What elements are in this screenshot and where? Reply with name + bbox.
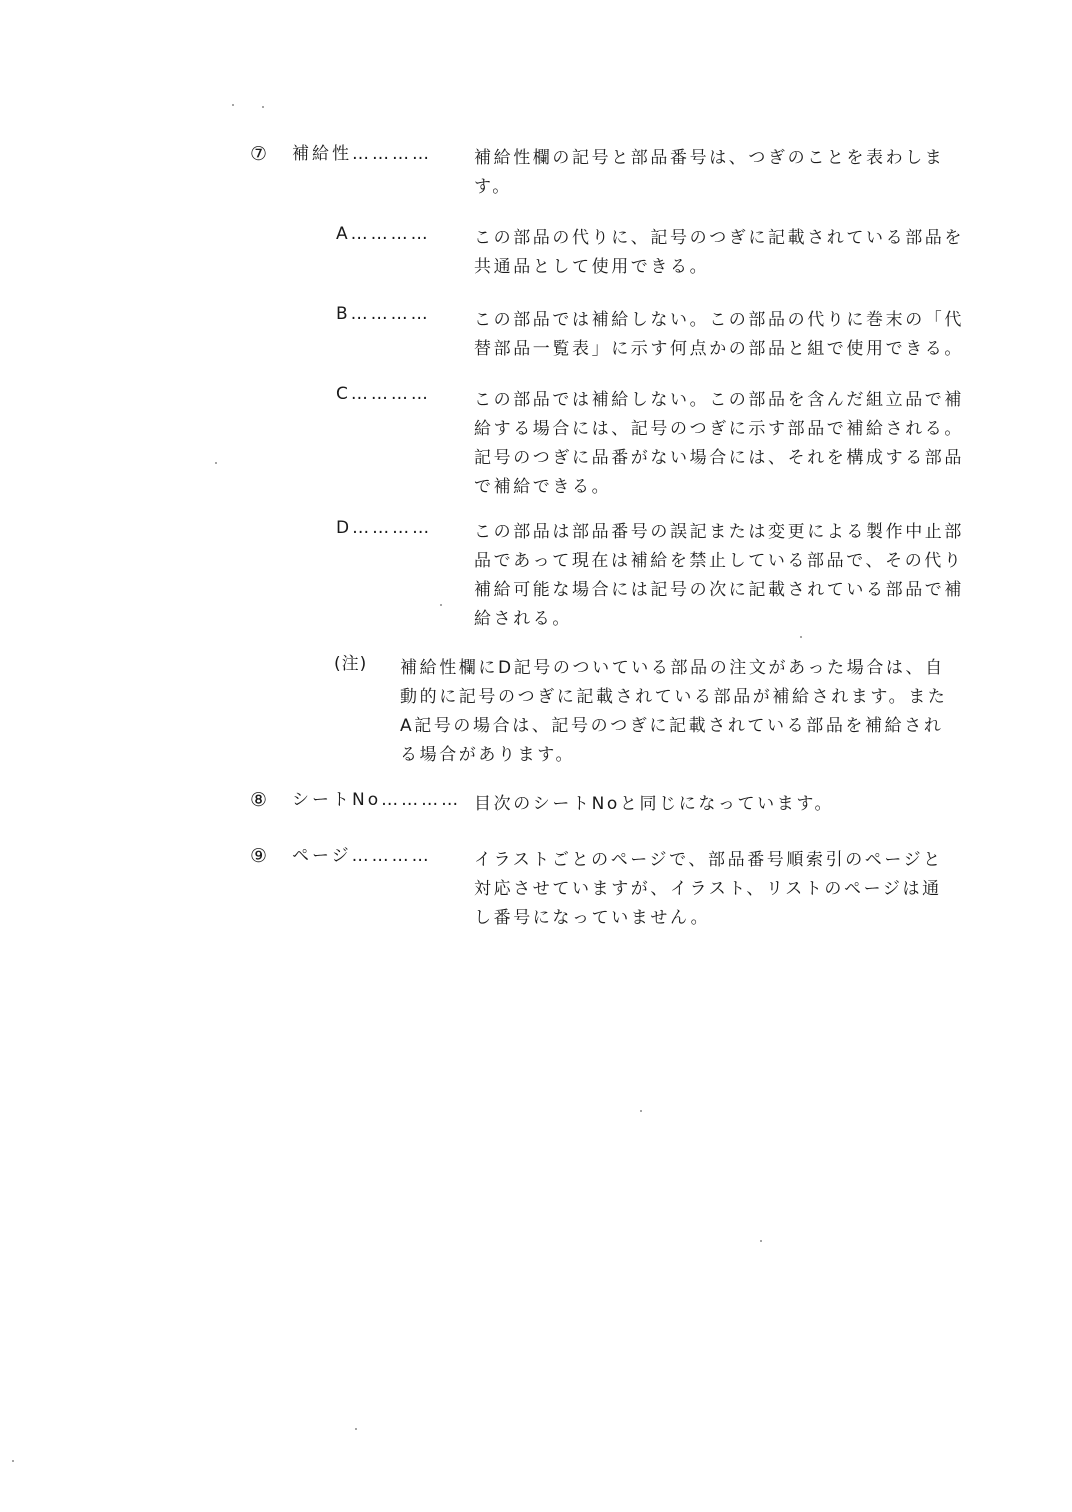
item-desc-page: [474, 846, 974, 933]
sub-label-b: B…………: [336, 304, 431, 324]
item-desc-sheet-no: [474, 790, 974, 819]
scan-speck: [355, 1428, 357, 1430]
desc-line: 目次のシートNoと同じになっています。: [474, 794, 835, 814]
item-label-supply: 補給性…………: [292, 144, 432, 164]
scan-speck: [262, 106, 264, 108]
desc-line: この部品では補給しない。この部品を含んだ組立品で補: [474, 390, 964, 410]
desc-line: 給される。: [474, 609, 572, 629]
desc-line: で補給できる。: [474, 477, 612, 497]
desc-line: この部品では補給しない。この部品の代りに巻末の「代: [474, 310, 964, 330]
item-number-7: ⑦: [250, 143, 269, 165]
sub-label-c: C…………: [336, 384, 431, 404]
scan-speck: [12, 1460, 14, 1462]
desc-line: 対応させていますが、イラスト、リストのページは通: [474, 879, 942, 899]
scan-speck: [215, 462, 217, 464]
desc-line: 給する場合には、記号のつぎに示す部品で補給される。: [474, 419, 964, 439]
desc-line: 補給性欄の記号と部品番号は、つぎのことを表わしま: [474, 148, 945, 168]
sub-desc-d: [474, 518, 974, 634]
scan-speck: [800, 636, 802, 638]
item-label-sheet-no: シートNo…………: [292, 790, 462, 810]
desc-line: 替部品一覧表」に示す何点かの部品と組で使用できる。: [474, 339, 964, 359]
desc-line: この部品は部品番号の誤記または変更による製作中止部: [474, 522, 964, 542]
scan-speck: [640, 1110, 642, 1112]
desc-line: 共通品として使用できる。: [474, 257, 710, 277]
desc-line: 記号のつぎに品番がない場合には、それを構成する部品: [474, 448, 964, 468]
desc-line: この部品の代りに、記号のつぎに記載されている部品を: [474, 228, 964, 248]
note-line: 補給性欄にD記号のついている部品の注文があった場合は、自: [400, 658, 945, 678]
scan-speck: [232, 104, 234, 106]
note-text: [400, 654, 980, 770]
scan-speck: [440, 604, 442, 606]
sub-label-d: D…………: [336, 518, 433, 538]
sub-desc-a: [474, 224, 974, 282]
item-number-9: ⑨: [250, 845, 269, 867]
sub-label-a: A…………: [336, 224, 431, 244]
item-label-page: ページ…………: [292, 846, 432, 866]
desc-line: イラストごとのページで、部品番号順索引のページと: [474, 850, 943, 870]
desc-line: 品であって現在は補給を禁止している部品で、その代り: [474, 551, 964, 571]
item-number-8: ⑧: [250, 789, 269, 811]
note-label: (注): [334, 654, 368, 674]
note-line: る場合があります。: [400, 745, 576, 765]
sub-desc-c: [474, 386, 974, 502]
scan-speck: [760, 1240, 762, 1242]
desc-line: す。: [474, 177, 512, 197]
desc-line: し番号になっていません。: [474, 908, 711, 928]
item-desc-supply: [474, 144, 974, 202]
note-line: A記号の場合は、記号のつぎに記載されている部品を補給され: [400, 716, 944, 736]
note-line: 動的に記号のつぎに記載されている部品が補給されます。また: [400, 687, 948, 707]
sub-desc-b: [474, 306, 974, 364]
desc-line: 補給可能な場合には記号の次に記載されている部品で補: [474, 580, 964, 600]
